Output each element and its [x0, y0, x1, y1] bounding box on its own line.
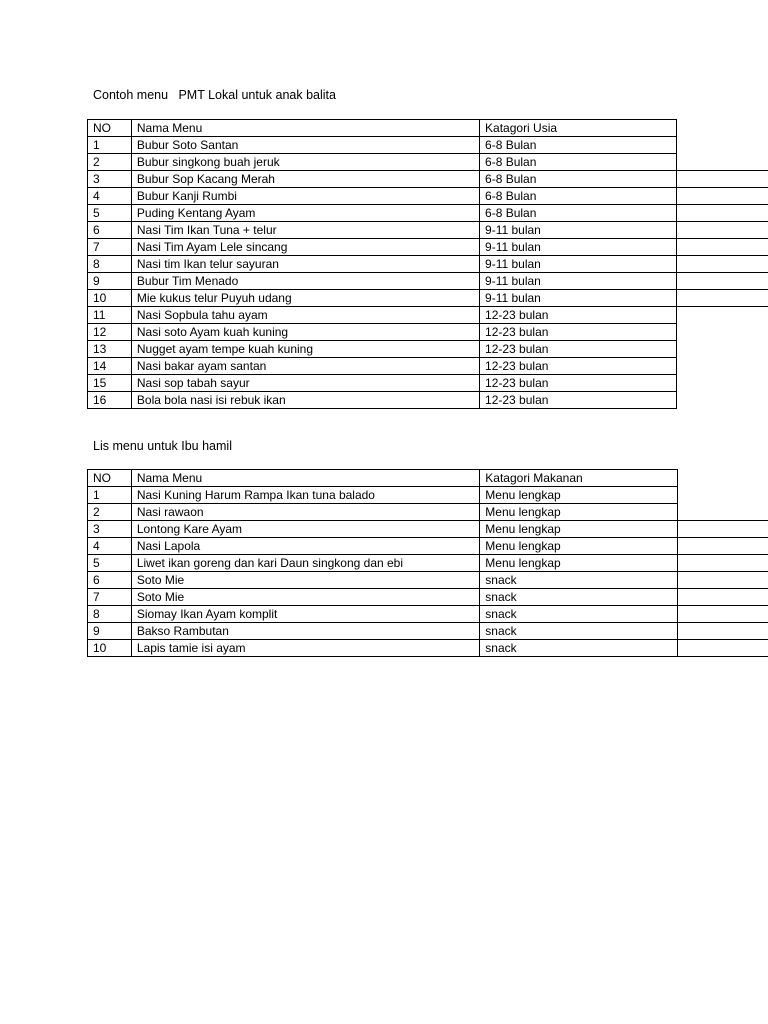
cell-no: 7	[88, 589, 132, 606]
cell-katagori: 9-11 bulan	[480, 222, 677, 239]
cell-no: 6	[88, 572, 132, 589]
extra-cell	[677, 341, 768, 358]
section-title-ibu-hamil: Lis menu untuk Ibu hamil	[93, 439, 232, 453]
cell-no: 9	[88, 623, 132, 640]
cell-no: 16	[88, 392, 132, 409]
cell-nama-menu: Nasi rawaon	[131, 504, 479, 521]
cell-nama-menu: Nasi Lapola	[131, 538, 479, 555]
cell-katagori: 12-23 bulan	[480, 375, 677, 392]
header-katagori: Katagori Usia	[480, 120, 677, 137]
cell-nama-menu: Nasi tim Ikan telur sayuran	[131, 256, 479, 273]
extra-cell	[677, 589, 768, 606]
table-row	[88, 589, 768, 606]
table-row	[88, 171, 768, 188]
header-row	[88, 470, 768, 487]
cell-no: 1	[88, 487, 132, 504]
extra-cell	[677, 487, 768, 504]
header-no: NO	[88, 470, 132, 487]
cell-no: 9	[88, 273, 132, 290]
extra-cell	[677, 273, 768, 290]
table-row	[88, 324, 768, 341]
extra-cell	[677, 171, 768, 188]
table-row	[88, 606, 768, 623]
extra-cell	[677, 239, 768, 256]
cell-nama-menu: Bola bola nasi isi rebuk ikan	[131, 392, 479, 409]
cell-nama-menu: Bubur Soto Santan	[131, 137, 479, 154]
cell-no: 7	[88, 239, 132, 256]
cell-katagori: 6-8 Bulan	[480, 188, 677, 205]
table-row	[88, 392, 768, 409]
cell-nama-menu: Nasi Tim Ayam Lele sincang	[131, 239, 479, 256]
cell-no: 8	[88, 606, 132, 623]
cell-no: 2	[88, 504, 132, 521]
cell-nama-menu: Nasi soto Ayam kuah kuning	[131, 324, 479, 341]
table-row	[88, 154, 768, 171]
cell-katagori: 12-23 bulan	[480, 358, 677, 375]
table-row	[88, 256, 768, 273]
cell-nama-menu: Soto Mie	[131, 572, 479, 589]
cell-katagori: 9-11 bulan	[480, 256, 677, 273]
cell-nama-menu: Lapis tamie isi ayam	[131, 640, 479, 657]
menu-table-ibu-hamil	[87, 469, 768, 657]
cell-no: 5	[88, 555, 132, 572]
cell-katagori: snack	[480, 640, 677, 657]
header-no: NO	[88, 120, 132, 137]
table-row	[88, 538, 768, 555]
extra-cell	[677, 504, 768, 521]
table-row	[88, 375, 768, 392]
extra-cell	[677, 392, 768, 409]
extra-cell	[677, 640, 768, 657]
table-row	[88, 572, 768, 589]
table-row	[88, 205, 768, 222]
cell-katagori: 6-8 Bulan	[480, 154, 677, 171]
extra-cell	[677, 538, 768, 555]
table-body	[88, 470, 768, 657]
cell-no: 4	[88, 188, 132, 205]
cell-nama-menu: Liwet ikan goreng dan kari Daun singkong dan ebi	[131, 555, 479, 572]
cell-no: 10	[88, 290, 132, 307]
cell-nama-menu: Nasi sop tabah sayur	[131, 375, 479, 392]
table-row	[88, 341, 768, 358]
cell-katagori: 6-8 Bulan	[480, 171, 677, 188]
extra-cell	[677, 324, 768, 341]
table-row	[88, 239, 768, 256]
cell-nama-menu: Bubur singkong buah jeruk	[131, 154, 479, 171]
cell-no: 5	[88, 205, 132, 222]
cell-no: 12	[88, 324, 132, 341]
table-row	[88, 137, 768, 154]
cell-no: 1	[88, 137, 132, 154]
table-row	[88, 521, 768, 538]
table-row	[88, 487, 768, 504]
table-row	[88, 188, 768, 205]
table-row	[88, 623, 768, 640]
cell-no: 2	[88, 154, 132, 171]
section-title-balita: Contoh menu PMT Lokal untuk anak balita	[93, 88, 336, 102]
cell-no: 10	[88, 640, 132, 657]
table-row	[88, 307, 768, 324]
header-katagori: Katagori Makanan	[480, 470, 677, 487]
extra-cell	[677, 120, 768, 137]
extra-cell	[677, 375, 768, 392]
cell-katagori: 6-8 Bulan	[480, 137, 677, 154]
cell-nama-menu: Nasi Sopbula tahu ayam	[131, 307, 479, 324]
cell-nama-menu: Bubur Tim Menado	[131, 273, 479, 290]
cell-katagori: snack	[480, 572, 677, 589]
cell-nama-menu: Bakso Rambutan	[131, 623, 479, 640]
cell-nama-menu: Puding Kentang Ayam	[131, 205, 479, 222]
cell-no: 14	[88, 358, 132, 375]
cell-nama-menu: Bubur Sop Kacang Merah	[131, 171, 479, 188]
table-body	[88, 120, 768, 409]
cell-nama-menu: Nasi Tim Ikan Tuna + telur	[131, 222, 479, 239]
header-row	[88, 120, 768, 137]
table-row	[88, 273, 768, 290]
table-row	[88, 640, 768, 657]
cell-nama-menu: Siomay Ikan Ayam komplit	[131, 606, 479, 623]
cell-katagori: 9-11 bulan	[480, 290, 677, 307]
cell-no: 8	[88, 256, 132, 273]
cell-katagori: 9-11 bulan	[480, 273, 677, 290]
extra-cell	[677, 572, 768, 589]
cell-no: 15	[88, 375, 132, 392]
cell-no: 13	[88, 341, 132, 358]
extra-cell	[677, 137, 768, 154]
extra-cell	[677, 470, 768, 487]
cell-katagori: 6-8 Bulan	[480, 205, 677, 222]
cell-katagori: 12-23 bulan	[480, 392, 677, 409]
cell-katagori: snack	[480, 606, 677, 623]
cell-no: 4	[88, 538, 132, 555]
cell-katagori: Menu lengkap	[480, 521, 677, 538]
extra-cell	[677, 205, 768, 222]
extra-cell	[677, 358, 768, 375]
extra-cell	[677, 623, 768, 640]
extra-cell	[677, 256, 768, 273]
header-nama-menu: Nama Menu	[131, 120, 479, 137]
extra-cell	[677, 555, 768, 572]
table-row	[88, 358, 768, 375]
cell-nama-menu: Bubur Kanji Rumbi	[131, 188, 479, 205]
cell-katagori: 12-23 bulan	[480, 324, 677, 341]
cell-no: 6	[88, 222, 132, 239]
cell-nama-menu: Lontong Kare Ayam	[131, 521, 479, 538]
extra-cell	[677, 188, 768, 205]
cell-no: 3	[88, 171, 132, 188]
cell-nama-menu: Mie kukus telur Puyuh udang	[131, 290, 479, 307]
extra-cell	[677, 154, 768, 171]
header-nama-menu: Nama Menu	[131, 470, 479, 487]
table-row	[88, 290, 768, 307]
cell-nama-menu: Soto Mie	[131, 589, 479, 606]
extra-cell	[677, 521, 768, 538]
menu-table-balita	[87, 119, 768, 409]
cell-katagori: Menu lengkap	[480, 555, 677, 572]
cell-nama-menu: Nasi bakar ayam santan	[131, 358, 479, 375]
cell-katagori: Menu lengkap	[480, 538, 677, 555]
cell-no: 11	[88, 307, 132, 324]
cell-no: 3	[88, 521, 132, 538]
table-row	[88, 222, 768, 239]
cell-katagori: Menu lengkap	[480, 504, 677, 521]
cell-katagori: 9-11 bulan	[480, 239, 677, 256]
extra-cell	[677, 290, 768, 307]
table-row	[88, 555, 768, 572]
cell-katagori: snack	[480, 623, 677, 640]
cell-katagori: snack	[480, 589, 677, 606]
extra-cell	[677, 606, 768, 623]
extra-cell	[677, 307, 768, 324]
table-row	[88, 504, 768, 521]
cell-nama-menu: Nugget ayam tempe kuah kuning	[131, 341, 479, 358]
cell-katagori: 12-23 bulan	[480, 307, 677, 324]
extra-cell	[677, 222, 768, 239]
cell-katagori: 12-23 bulan	[480, 341, 677, 358]
cell-katagori: Menu lengkap	[480, 487, 677, 504]
cell-nama-menu: Nasi Kuning Harum Rampa Ikan tuna balado	[131, 487, 479, 504]
